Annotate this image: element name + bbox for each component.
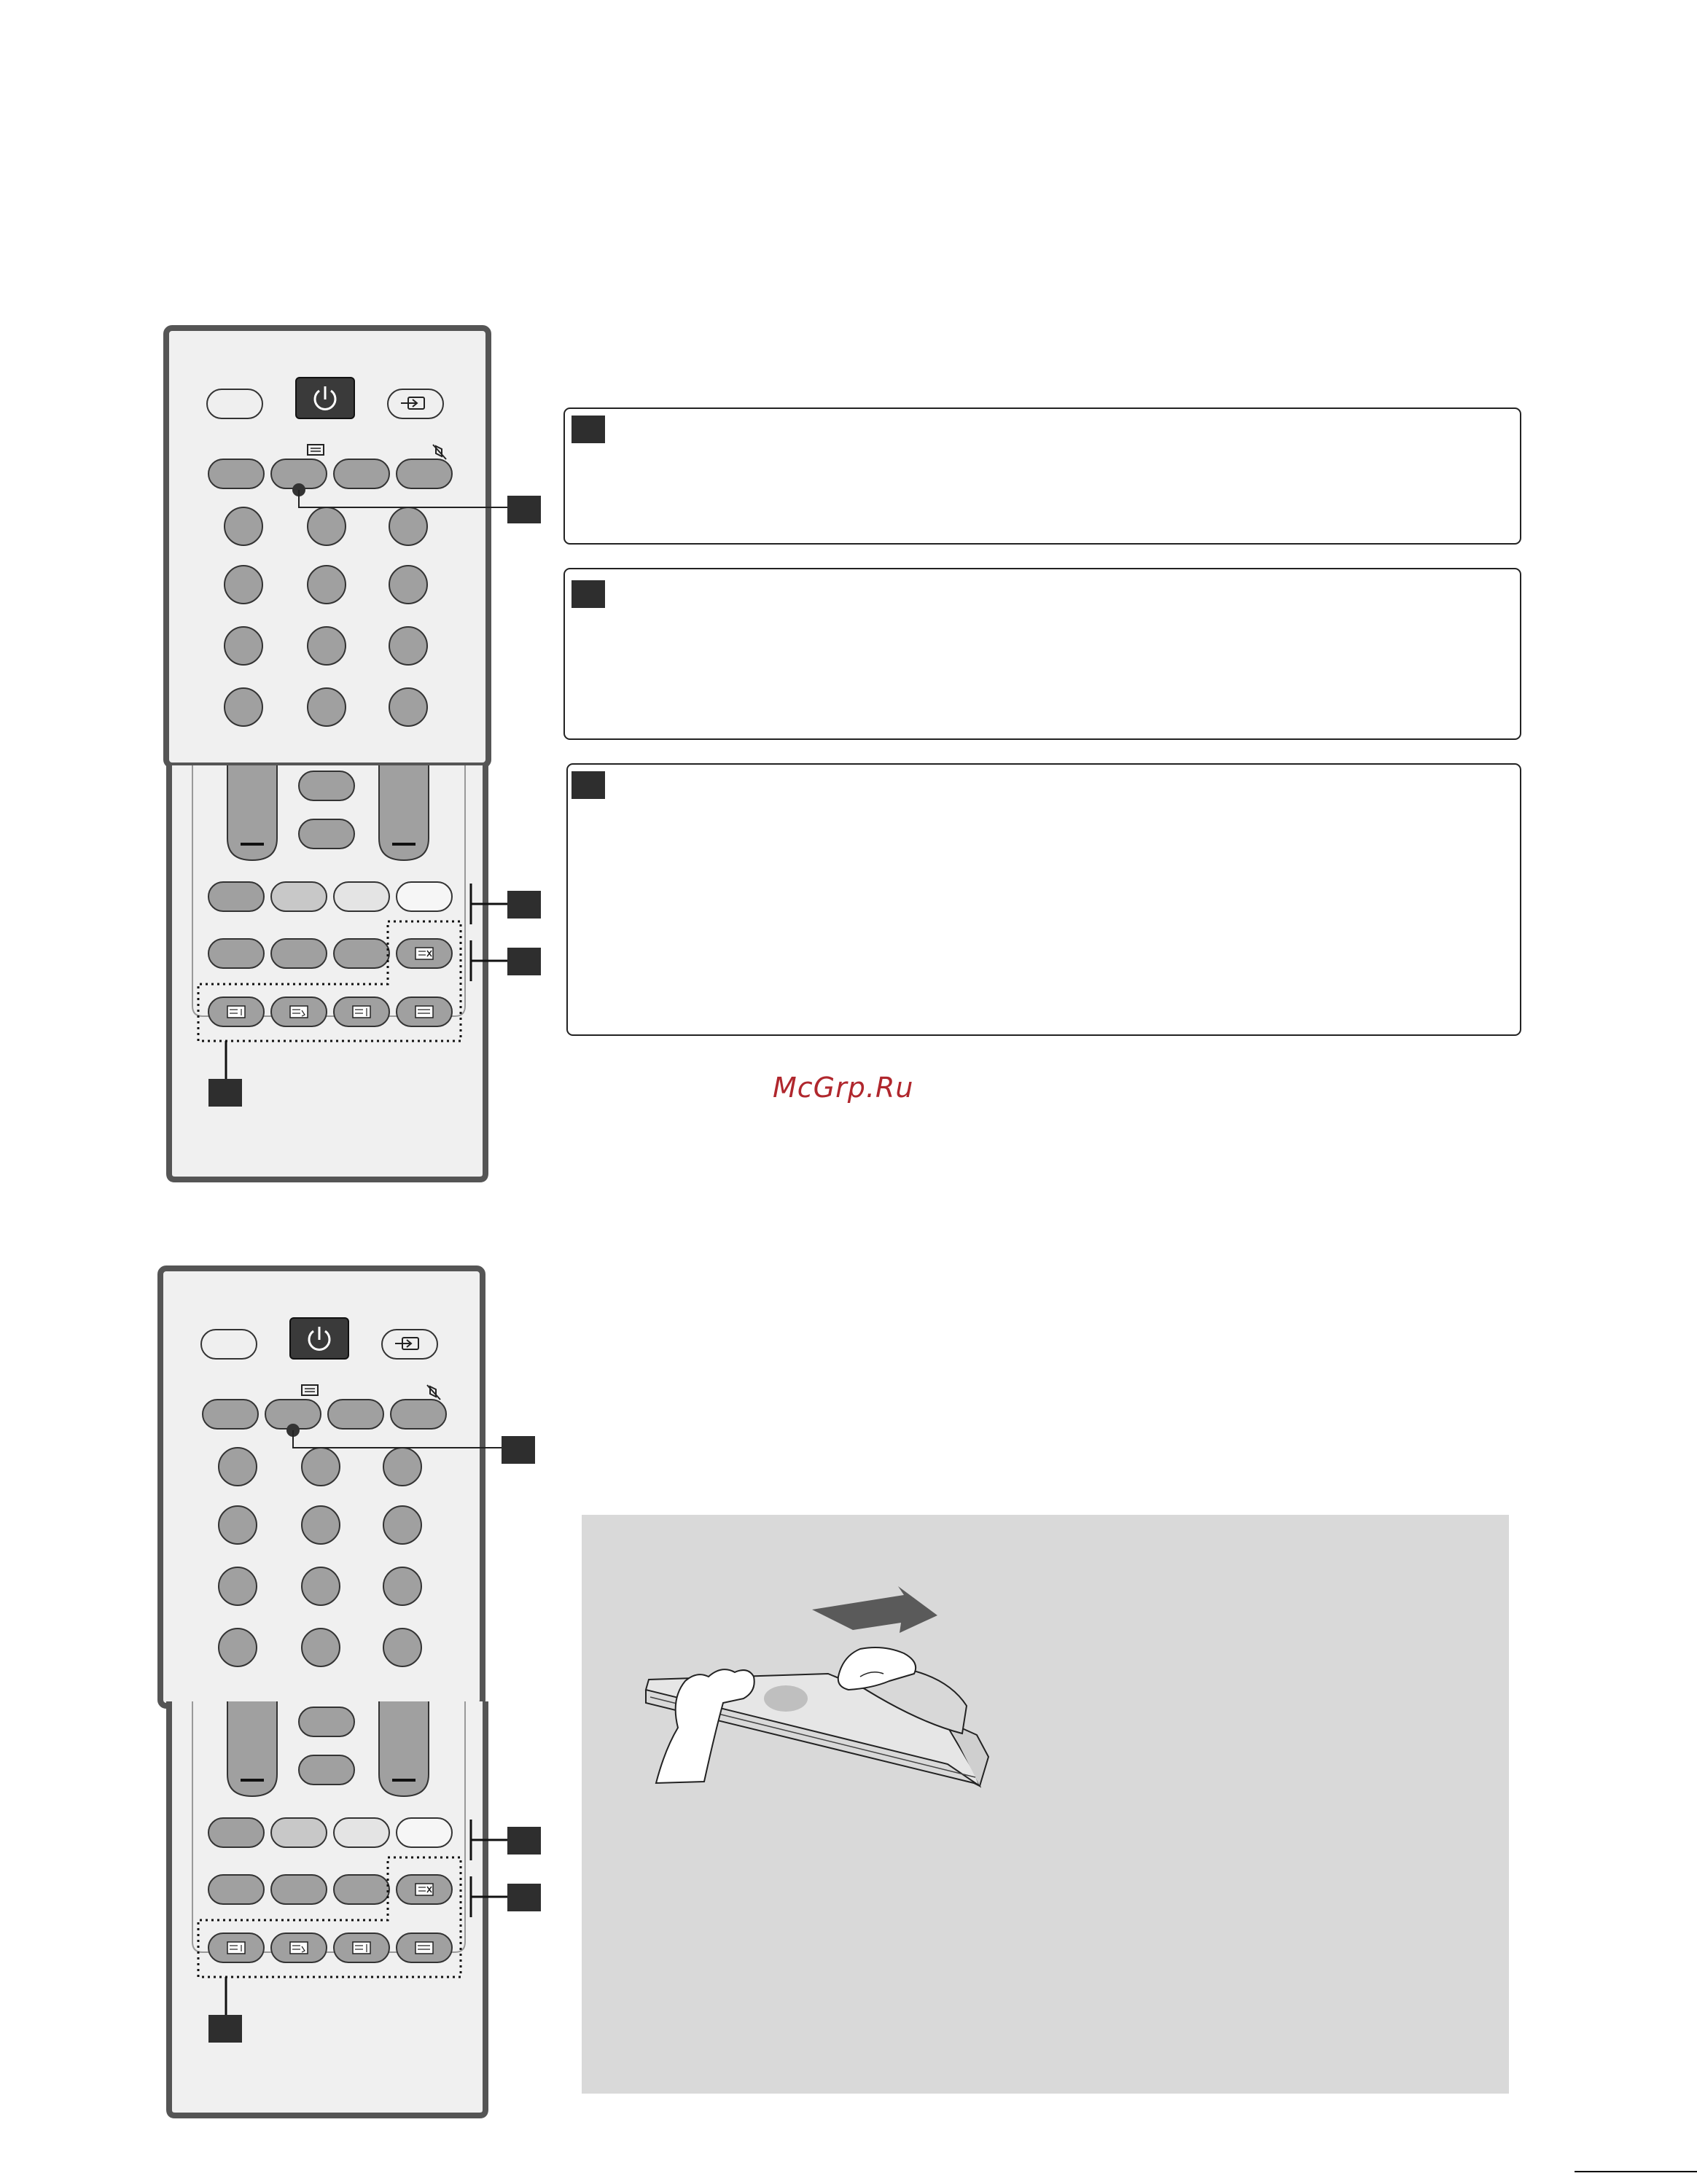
callout-box-1 bbox=[564, 408, 1521, 544]
callout-marker bbox=[571, 580, 605, 608]
callout-marker bbox=[571, 771, 605, 799]
callout-marker bbox=[571, 416, 605, 443]
callout-box-3 bbox=[567, 764, 1521, 1035]
note-panel bbox=[582, 1515, 1509, 2094]
watermark-text: McGrp.Ru bbox=[773, 1072, 914, 1104]
callout-box-2 bbox=[564, 569, 1521, 739]
footer-rule bbox=[1575, 2171, 1697, 2172]
remote-diagram-lower bbox=[160, 1268, 541, 2115]
remote-diagram-upper bbox=[166, 328, 541, 1179]
